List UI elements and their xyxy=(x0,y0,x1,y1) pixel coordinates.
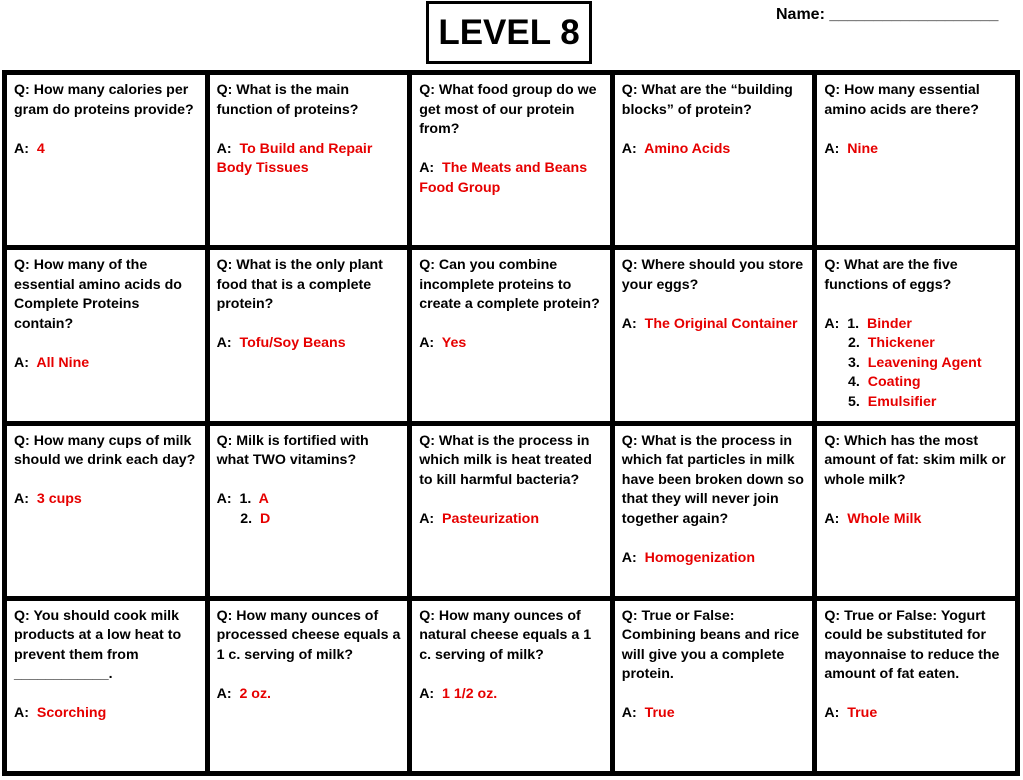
answer-text: Tofu/Soy Beans xyxy=(239,335,346,352)
question-card xyxy=(615,75,813,245)
question-card xyxy=(7,426,205,596)
answer-text: True xyxy=(847,705,878,722)
question-text: Q: What is the main function of proteins? xyxy=(216,82,359,118)
question-text: Q: How many of the essential amino acids do Complete Proteins contain? xyxy=(14,257,182,332)
answer: A: True xyxy=(621,705,675,722)
question-card xyxy=(817,426,1015,596)
answer: A: Pasteurization xyxy=(419,510,540,527)
question-card xyxy=(7,250,205,420)
question-text: Q: How many calories per gram do proteins provide? xyxy=(14,82,194,118)
question-text: Q: What is the process in which fat particles in milk have been broken down so that they will never join together again? xyxy=(621,432,804,527)
answer: A: 1. Binder 2. Thickener 3. Leavening Agent 4. Coating 5. Emulsifier xyxy=(824,315,982,410)
answer-list-item: Binder xyxy=(866,315,912,332)
answer-list-item: Coating xyxy=(867,374,921,391)
answer-text: All Nine xyxy=(36,354,90,371)
answer: A: 1 1/2 oz. xyxy=(419,685,498,702)
answer-list-item: Leavening Agent xyxy=(867,354,982,371)
page-title: LEVEL 8 xyxy=(426,1,592,64)
question-card xyxy=(7,75,205,245)
question-card xyxy=(615,601,813,771)
name-field-label: Name: ___________________ xyxy=(776,6,999,23)
answer: A: Tofu/Soy Beans xyxy=(216,335,346,352)
answer-text: 2 oz. xyxy=(239,685,271,702)
question-card xyxy=(210,426,408,596)
answer-list-item: Emulsifier xyxy=(867,393,937,410)
answer: A: 4 xyxy=(14,140,45,157)
question-card xyxy=(615,426,813,596)
answer-text: Amino Acids xyxy=(644,140,731,157)
answer: A: Homogenization xyxy=(621,549,755,566)
question-text: Q: What are the “building blocks” of protein? xyxy=(621,82,793,118)
answer: A: To Build and Repair Body Tissues xyxy=(216,140,373,176)
question-text: Q: True or False: Yogurt could be substituted for mayonnaise to reduce the amount of fat eaten. xyxy=(824,607,1000,683)
answer-text: Pasteurization xyxy=(442,510,540,527)
question-text: Q: How many ounces of processed cheese equals a 1 c. serving of milk? xyxy=(216,607,401,663)
question-card xyxy=(817,250,1015,420)
answer-text: Yes xyxy=(441,335,467,352)
question-text: Q: How many ounces of natural cheese equals a 1 c. serving of milk? xyxy=(419,607,592,663)
answer: A: Scorching xyxy=(14,705,107,722)
answer-text: 1 1/2 oz. xyxy=(442,685,498,702)
answer: A: 2 oz. xyxy=(216,685,271,702)
answer: A: The Original Container xyxy=(621,315,798,332)
answer-text: To Build and Repair Body Tissues xyxy=(216,140,373,176)
question-text: Q: How many cups of milk should we drink each day? xyxy=(14,432,196,468)
question-text: Q: True or False: Combining beans and rice will give you a complete protein. xyxy=(621,607,800,683)
answer: A: Amino Acids xyxy=(621,140,731,157)
answer: A: Whole Milk xyxy=(824,510,922,527)
answer: A: True xyxy=(824,705,878,722)
question-text: Q: Where should you store your eggs? xyxy=(621,257,804,293)
answer: A: 1. A 2. D xyxy=(216,491,271,527)
question-card xyxy=(412,250,610,420)
question-card xyxy=(817,75,1015,245)
answer-text: Scorching xyxy=(36,705,107,722)
question-text: Q: What is the only plant food that is a complete protein? xyxy=(216,257,383,313)
question-card xyxy=(210,250,408,420)
answer-list-item: D xyxy=(259,510,271,527)
answer-list-item: Thickener xyxy=(867,335,935,352)
answer: A: 3 cups xyxy=(14,491,82,507)
question-card xyxy=(412,426,610,596)
question-text: Q: What food group do we get most of our protein from? xyxy=(419,82,597,137)
question-text: Q: What is the process in which milk is heat treated to kill harmful bacteria? xyxy=(419,432,592,488)
question-grid xyxy=(2,70,1020,776)
answer-list-item: A xyxy=(258,491,269,507)
answer-text: Nine xyxy=(847,140,878,157)
question-card xyxy=(412,601,610,771)
question-text: Q: You should cook milk products at a low heat to prevent them from ____________. xyxy=(14,607,182,683)
answer: A: Yes xyxy=(419,335,467,352)
question-text: Q: How many essential amino acids are there? xyxy=(824,82,980,118)
question-card xyxy=(210,75,408,245)
question-card xyxy=(210,601,408,771)
question-text: Q: Milk is fortified with what TWO vitamins? xyxy=(216,432,369,468)
question-card xyxy=(615,250,813,420)
question-card xyxy=(412,75,610,245)
answer-text: 3 cups xyxy=(36,491,82,507)
answer-text: The Original Container xyxy=(644,315,798,332)
answer-text: 4 xyxy=(36,140,45,157)
answer: A: Nine xyxy=(824,140,878,157)
answer-text: The Meats and Beans Food Group xyxy=(419,160,588,196)
answer-text: Whole Milk xyxy=(847,510,922,527)
question-card xyxy=(7,601,205,771)
question-text: Q: Can you combine incomplete proteins to create a complete protein? xyxy=(419,257,600,313)
answer: A: The Meats and Beans Food Group xyxy=(419,160,588,196)
question-text: Q: What are the five functions of eggs? xyxy=(824,257,958,293)
question-card xyxy=(817,601,1015,771)
answer: A: All Nine xyxy=(14,354,90,371)
answer-text: True xyxy=(644,705,675,722)
question-text: Q: Which has the most amount of fat: skim milk or whole milk? xyxy=(824,432,1006,488)
answer-text: Homogenization xyxy=(644,549,755,566)
